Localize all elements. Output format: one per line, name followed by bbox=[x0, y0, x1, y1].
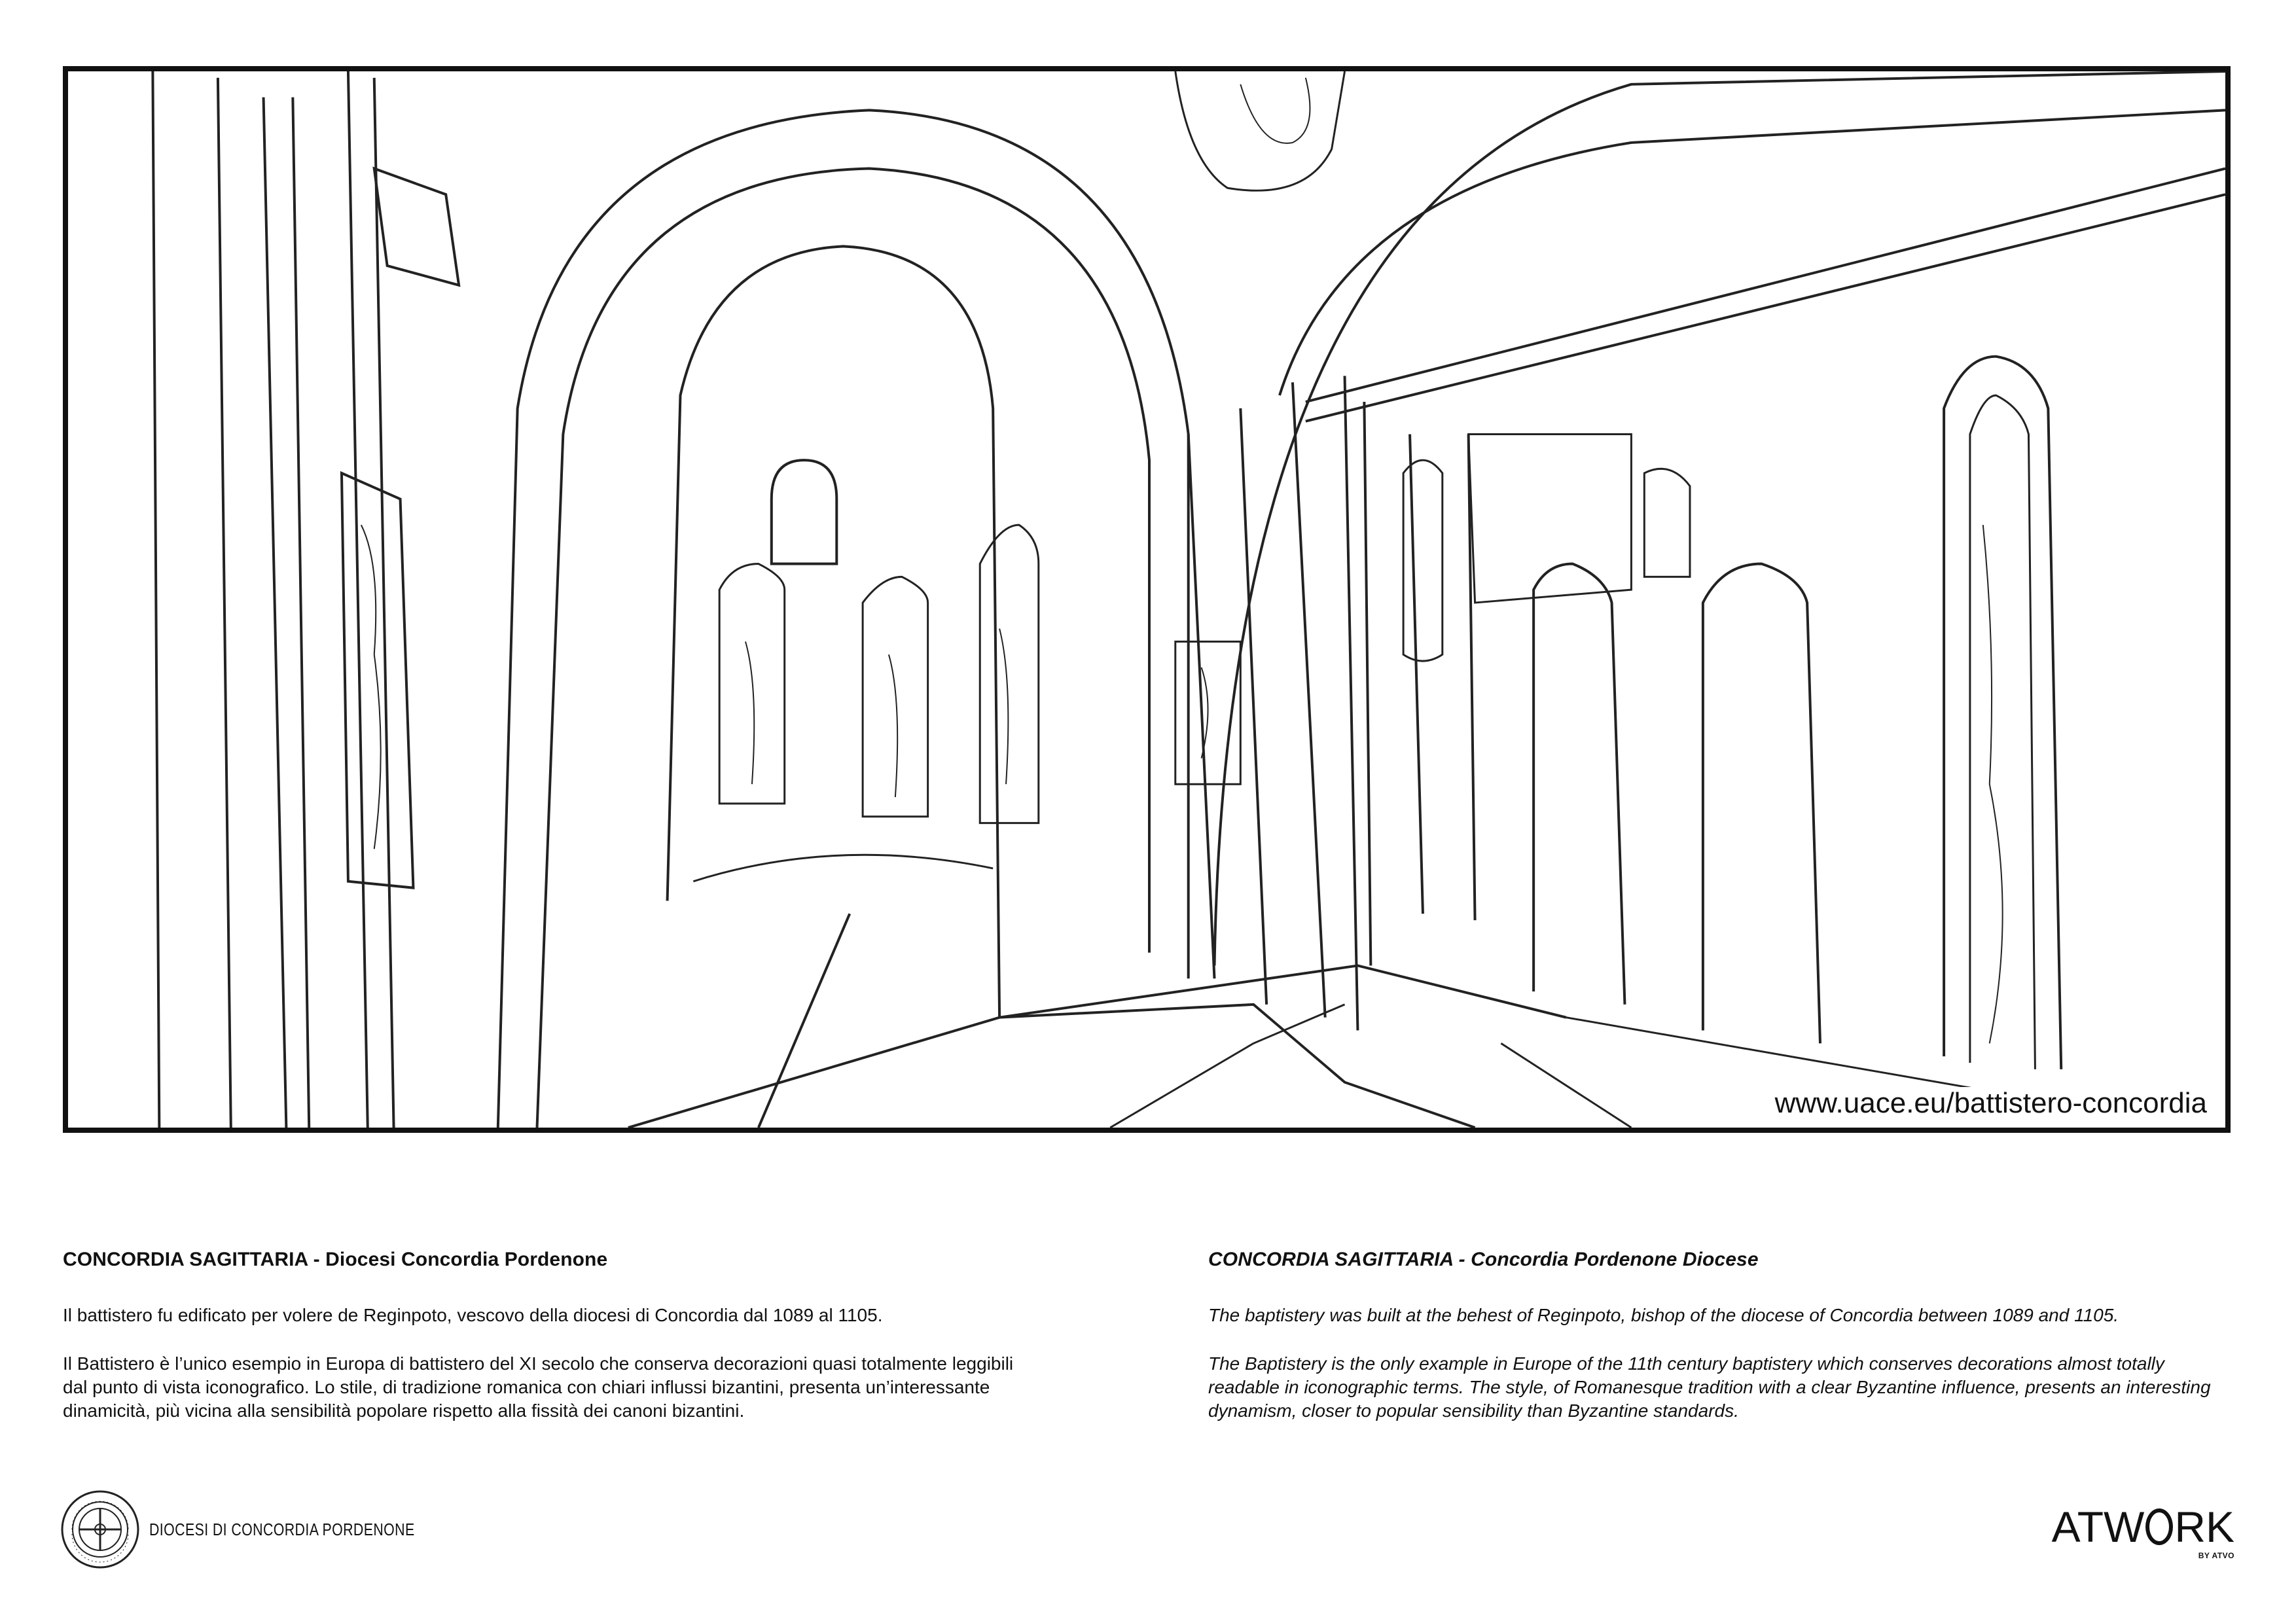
italian-para2 bbox=[63, 1352, 1123, 1423]
italian-title: CONCORDIA SAGITTARIA - Diocesi Concordia Pordenone bbox=[63, 1249, 608, 1270]
illustration-frame bbox=[63, 66, 2231, 1133]
italian-para2-line3: dinamicità, più vicina alla sensibilità popolare rispetto alla fissità dei canoni bizantini. bbox=[63, 1400, 745, 1421]
atwork-logo bbox=[2052, 1505, 2234, 1560]
diocese-logo bbox=[59, 1487, 473, 1572]
english-para2-line3: dynamism, closer to popular sensibility than Byzantine standards. bbox=[1208, 1400, 1739, 1421]
english-title: CONCORDIA SAGITTARIA - Concordia Pordenone Diocese bbox=[1208, 1249, 1759, 1270]
english-column bbox=[1208, 1249, 2269, 1448]
english-para2 bbox=[1208, 1352, 2269, 1423]
baptistery-line-drawing bbox=[68, 71, 2225, 1128]
italian-para2-line1: Il Battistero è l’unico esempio in Europa di battistero del XI secolo che conserva decorazioni quasi totalmente leggibili bbox=[63, 1353, 1014, 1374]
brand-left: ATW bbox=[2051, 1503, 2145, 1551]
italian-column bbox=[63, 1249, 1123, 1448]
atwork-wordmark bbox=[2051, 1503, 2234, 1551]
illustration-url-caption: www.uace.eu/battistero-concordia bbox=[1771, 1087, 2211, 1120]
brand-right: RK bbox=[2174, 1503, 2234, 1551]
english-para2-line2: readable in iconographic terms. The style, of Romanesque tradition with a clear Byzantine influence, presents an interesting bbox=[1208, 1377, 2211, 1397]
brand-sub: BY ATVO bbox=[2198, 1551, 2234, 1560]
english-para2-line1: The Baptistery is the only example in Europe of the 11th century baptistery which conserves decorations almost totally bbox=[1208, 1353, 2164, 1374]
play-circle-icon bbox=[2145, 1508, 2173, 1545]
diocese-label: DIOCESI DI CONCORDIA PORDENONE bbox=[149, 1519, 415, 1539]
english-para1: The baptistery was built at the behest of Reginpoto, bishop of the diocese of Concordia between 1089 and 1105. bbox=[1208, 1305, 2119, 1325]
diocese-seal-icon bbox=[59, 1488, 141, 1571]
italian-para2-line2: dal punto di vista iconografico. Lo stile, di tradizione romanica con chiari influssi bizantini, presenta un’interessante bbox=[63, 1377, 990, 1397]
italian-para1: Il battistero fu edificato per volere de Reginpoto, vescovo della diocesi di Concordia dal 1089 al 1105. bbox=[63, 1305, 883, 1325]
